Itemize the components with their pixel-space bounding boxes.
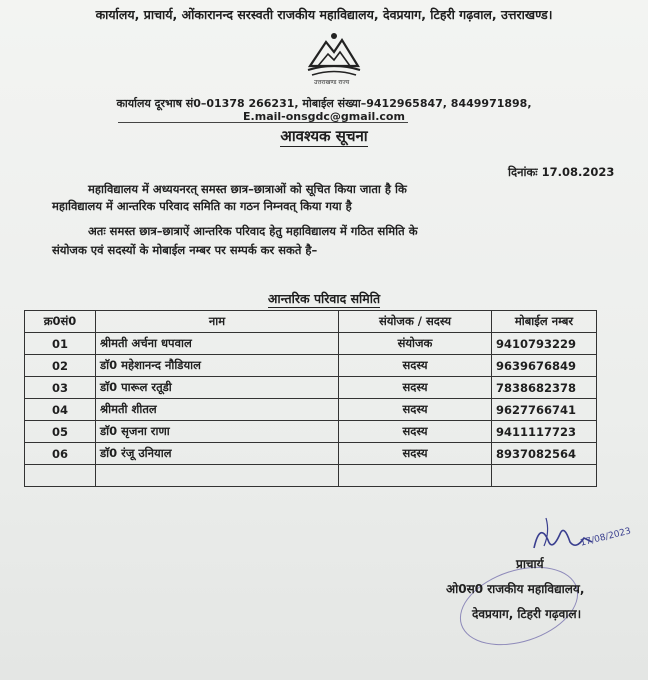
cell-mobile: 9627766741 bbox=[492, 399, 597, 421]
table-row bbox=[25, 399, 597, 421]
signatory-college: ओ0स0 राजकीय महाविद्यालय, bbox=[446, 582, 585, 596]
cell-name: डाॅ0 सृजना राणा bbox=[96, 421, 339, 443]
header-mobile: मोबाईल नम्बर bbox=[492, 311, 597, 333]
emblem-label: उत्तराखण्ड राज्य bbox=[314, 79, 350, 86]
paragraph-1-line-2: महाविद्यालय में आन्तरिक परिवाद समिति का गठन निम्नवत् किया गया है bbox=[52, 199, 352, 213]
cell-name bbox=[96, 465, 339, 487]
cell-role bbox=[339, 465, 492, 487]
letterhead-address: कार्यालय, प्राचार्य, ओंकारानन्द सरस्वती राजकीय महाविद्यालय, देवप्रयाग, टिहरी गढ़वाल, उत्तराखण्ड। bbox=[95, 7, 553, 22]
table-header-row bbox=[25, 311, 597, 333]
cell-serial: 02 bbox=[25, 355, 96, 377]
cell-serial bbox=[25, 465, 96, 487]
cell-role: सदस्य bbox=[339, 377, 492, 399]
cell-name: डाॅ0 महेशानन्द नौडियाल bbox=[96, 355, 339, 377]
cell-name: डाॅ0 रंजू उनियाल bbox=[96, 443, 339, 465]
signatory-designation: प्राचार्य bbox=[516, 557, 544, 571]
cell-role: संयोजक bbox=[339, 333, 492, 355]
cell-role: सदस्य bbox=[339, 399, 492, 421]
uttarakhand-emblem-icon bbox=[304, 28, 364, 80]
cell-serial: 01 bbox=[25, 333, 96, 355]
cell-serial: 03 bbox=[25, 377, 96, 399]
table-row bbox=[25, 443, 597, 465]
cell-name: डाॅ0 पारूल रतूडी bbox=[96, 377, 339, 399]
cell-name: श्रीमती अर्चना धपवाल bbox=[96, 333, 339, 355]
table-row bbox=[25, 377, 597, 399]
signatory-place: देवप्रयाग, टिहरी गढ़वाल। bbox=[472, 607, 582, 621]
cell-mobile: 9410793229 bbox=[492, 333, 597, 355]
committee-title: आन्तरिक परिवाद समिति bbox=[267, 291, 381, 306]
table-row bbox=[25, 333, 597, 355]
cell-role: सदस्य bbox=[339, 421, 492, 443]
cell-serial: 06 bbox=[25, 443, 96, 465]
header-name: नाम bbox=[96, 311, 339, 333]
letterhead-phone: कार्यालय दूरभाष सं0–01378 266231, मोबाईल संख्या–9412965847, 8449971898, bbox=[116, 97, 532, 110]
committee-table bbox=[24, 310, 597, 487]
paragraph-2-line-1: अतः समस्त छात्र–छात्राऐं आन्तरिक परिवाद हेतु महाविद्यालय में गठित समिति के bbox=[88, 224, 418, 238]
cell-role: सदस्य bbox=[339, 355, 492, 377]
notice-title: आवश्यक सूचना bbox=[280, 127, 368, 145]
cell-serial: 05 bbox=[25, 421, 96, 443]
table-row bbox=[25, 355, 597, 377]
cell-mobile: 7838682378 bbox=[492, 377, 597, 399]
cell-serial: 04 bbox=[25, 399, 96, 421]
letterhead-divider bbox=[118, 122, 408, 123]
header-role: संयोजक / सदस्य bbox=[339, 311, 492, 333]
paragraph-2-line-2: संयोजक एवं सदस्यों के मोबाईल नम्बर पर सम्पर्क कर सकते है– bbox=[52, 243, 318, 257]
cell-role: सदस्य bbox=[339, 443, 492, 465]
header-serial: क्र0सं0 bbox=[25, 311, 96, 333]
cell-name: श्रीमती शीतल bbox=[96, 399, 339, 421]
notice-date: दिनांकः 17.08.2023 bbox=[508, 165, 615, 179]
cell-mobile: 9411117723 bbox=[492, 421, 597, 443]
signature-date: 17/08/2023 bbox=[579, 526, 633, 549]
table-row-empty bbox=[25, 465, 597, 487]
cell-mobile bbox=[492, 465, 597, 487]
cell-mobile: 9639676849 bbox=[492, 355, 597, 377]
paragraph-1-line-1: महाविद्यालय में अध्ययनरत् समस्त छात्र–छात्राओं को सूचित किया जाता है कि bbox=[88, 182, 407, 196]
letterhead-email: E.mail-onsgdc@gmail.com bbox=[243, 110, 405, 123]
table-row bbox=[25, 421, 597, 443]
cell-mobile: 8937082564 bbox=[492, 443, 597, 465]
